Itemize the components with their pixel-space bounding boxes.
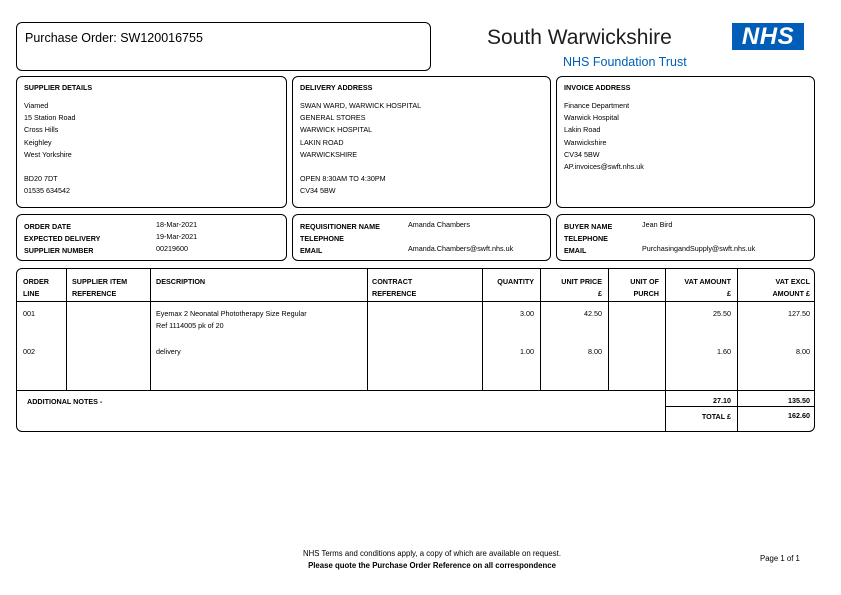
terms-notice: NHS Terms and conditions apply, a copy of which are available on request. <box>302 549 562 558</box>
page-title <box>25 31 203 45</box>
address-line: CV34 5BW <box>564 149 600 159</box>
address-line: Warwick Hospital <box>564 113 619 123</box>
row-description: Eyemax 2 Neonatal Phototherapy Size Regular Ref 1114005 pk of 20 <box>156 309 307 330</box>
supplier-number: 00219600 <box>156 244 188 253</box>
row-excl: 8.00 <box>796 347 810 356</box>
header-unit-price: UNIT PRICE £ <box>561 277 602 298</box>
row-vat: 25.50 <box>713 309 731 318</box>
requisitioner-telephone-label: TELEPHONE <box>300 234 344 243</box>
address-line: 15 Station Road <box>24 113 76 123</box>
header-order-line: ORDER LINE <box>23 277 49 298</box>
excl-total: 135.50 <box>788 396 810 405</box>
address-line: OPEN 8:30AM TO 4:30PM <box>300 174 386 184</box>
address-line: CV34 5BW <box>300 186 336 196</box>
row-quantity: 3.00 <box>520 309 534 318</box>
row-line: 002 <box>23 347 35 356</box>
page-number: Page 1 of 1 <box>760 554 800 563</box>
address-line: AP.invoices@swft.nhs.uk <box>564 162 644 172</box>
address-line: West Yorkshire <box>24 149 72 159</box>
address-line: Viamed <box>24 101 49 110</box>
address-line: Warwickshire <box>564 137 607 147</box>
header-contract-ref: CONTRACT REFERENCE <box>372 277 417 298</box>
row-description: delivery <box>156 347 181 356</box>
vat-total: 27.10 <box>713 396 731 405</box>
row-line: 001 <box>23 309 35 318</box>
address-line: Cross Hills <box>24 125 59 135</box>
buyer-box <box>556 214 815 261</box>
requisitioner-email: Amanda.Chambers@swft.nhs.uk <box>408 244 514 253</box>
row-vat: 1.60 <box>717 347 731 356</box>
header-description: DESCRIPTION <box>156 277 206 286</box>
address-line <box>24 161 76 173</box>
requisitioner-box <box>292 214 551 261</box>
buyer-email-label: EMAIL <box>564 246 587 255</box>
po-number: SW120016755 <box>120 31 203 45</box>
po-label: Purchase Order: <box>25 31 117 45</box>
header-vat-excl: VAT EXCL AMOUNT £ <box>772 277 810 298</box>
requisitioner-name: Amanda Chambers <box>408 220 470 229</box>
address-line: BD20 7DT <box>24 174 58 184</box>
additional-notes-label: ADDITIONAL NOTES - <box>27 397 103 406</box>
reference-notice: Please quote the Purchase Order Reference on all correspondence <box>308 561 556 570</box>
requisitioner-name-label: REQUISITIONER NAME <box>300 222 380 231</box>
address-line: 01535 634542 <box>24 186 70 196</box>
trust-logo-name: South Warwickshire <box>487 26 672 49</box>
address-line: Finance Department <box>564 101 630 110</box>
address-line: Keighley <box>24 137 52 147</box>
delivery-address-box <box>292 76 551 208</box>
row-unit-price: 8.00 <box>588 347 602 356</box>
invoice-heading: INVOICE ADDRESS <box>564 83 631 92</box>
address-line: WARWICKSHIRE <box>300 149 358 159</box>
row-quantity: 1.00 <box>520 347 534 356</box>
supplier-heading: SUPPLIER DETAILS <box>24 83 93 92</box>
expected-delivery-label: EXPECTED DELIVERY <box>24 234 101 243</box>
purchase-order-box <box>16 22 431 71</box>
row-unit-price: 42.50 <box>584 309 602 318</box>
order-info-box <box>16 214 287 261</box>
order-date: 18-Mar-2021 <box>156 220 198 229</box>
address-line: GENERAL STORES <box>300 113 366 123</box>
row-excl: 127.50 <box>788 309 810 318</box>
total-label: TOTAL £ <box>701 412 731 421</box>
buyer-email: PurchasingandSupply@swft.nhs.uk <box>642 244 756 253</box>
address-line: Lakin Road <box>564 125 601 135</box>
nhs-logo-badge: NHS <box>732 23 804 50</box>
trust-logo-subtitle: NHS Foundation Trust <box>563 55 687 69</box>
supplier-details-box <box>16 76 287 208</box>
header-quantity: QUANTITY <box>497 277 534 286</box>
buyer-name: Jean Bird <box>642 220 673 229</box>
buyer-telephone-label: TELEPHONE <box>564 234 608 243</box>
order-lines-table <box>16 268 815 432</box>
header-supplier-ref: SUPPLIER ITEM REFERENCE <box>72 277 128 298</box>
delivery-heading: DELIVERY ADDRESS <box>300 83 373 92</box>
delivery-address <box>300 100 421 198</box>
address-line <box>300 161 421 173</box>
invoice-address <box>564 100 644 173</box>
buyer-name-label: BUYER NAME <box>564 222 613 231</box>
supplier-address <box>24 100 76 198</box>
invoice-address-box <box>556 76 815 208</box>
grand-total: 162.60 <box>788 411 810 420</box>
address-line: LAKIN ROAD <box>300 137 344 147</box>
expected-delivery: 19-Mar-2021 <box>156 232 198 241</box>
supplier-number-label: SUPPLIER NUMBER <box>24 246 94 255</box>
address-line: WARWICK HOSPITAL <box>300 125 373 135</box>
header-vat-amount: VAT AMOUNT £ <box>684 277 731 298</box>
requisitioner-email-label: EMAIL <box>300 246 323 255</box>
order-date-label: ORDER DATE <box>24 222 71 231</box>
address-line: SWAN WARD, WARWICK HOSPITAL <box>300 101 422 110</box>
header-unit-of-purch: UNIT OF PURCH <box>630 277 659 298</box>
